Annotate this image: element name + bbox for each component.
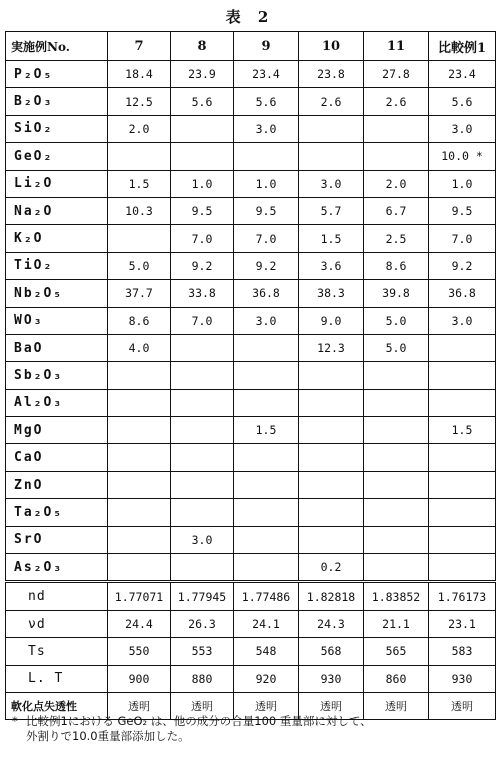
- table-cell: 568: [299, 638, 364, 665]
- table-cell: [364, 499, 429, 526]
- table-cell: 880: [171, 665, 234, 692]
- table-cell: [108, 554, 171, 582]
- table-cell: 550: [108, 638, 171, 665]
- table-cell: 9.2: [234, 252, 299, 279]
- table-cell: 27.8: [364, 61, 429, 88]
- row-label: BaO: [6, 334, 108, 361]
- table-row: [6, 252, 496, 279]
- footnote: [12, 714, 492, 744]
- row-label: K₂O: [6, 225, 108, 252]
- table-cell: [299, 499, 364, 526]
- table-cell: 548: [234, 638, 299, 665]
- table-cell: 0.2: [299, 554, 364, 582]
- table-cell: 1.5: [299, 225, 364, 252]
- table-cell: 1.5: [429, 417, 496, 444]
- table-cell: [234, 362, 299, 389]
- row-label: Ts: [6, 638, 108, 665]
- table-cell: [171, 554, 234, 582]
- table-cell: [108, 417, 171, 444]
- header-col-11: 11: [364, 32, 429, 61]
- table-row: [6, 471, 496, 498]
- row-label: MgO: [6, 417, 108, 444]
- table-row: [6, 197, 496, 224]
- table-cell: 1.77945: [171, 582, 234, 610]
- table-row: [6, 554, 496, 582]
- table-cell: 23.4: [429, 61, 496, 88]
- footnote-mark: *: [12, 714, 18, 728]
- table-cell: 38.3: [299, 280, 364, 307]
- table-row: [6, 225, 496, 252]
- table-cell: [108, 526, 171, 553]
- table-cell: [299, 417, 364, 444]
- table-cell: [364, 389, 429, 416]
- table-cell: 18.4: [108, 61, 171, 88]
- table-row: [6, 444, 496, 471]
- table-cell: 3.0: [429, 115, 496, 142]
- table-cell: 39.8: [364, 280, 429, 307]
- table-cell: [429, 526, 496, 553]
- table-cell: [299, 526, 364, 553]
- table-cell: [171, 143, 234, 170]
- table-cell: [299, 389, 364, 416]
- table-cell: 5.0: [364, 334, 429, 361]
- table-cell: 900: [108, 665, 171, 692]
- header-col-10: 10: [299, 32, 364, 61]
- table-cell: 透明: [171, 692, 234, 719]
- table-row: [6, 170, 496, 197]
- table-cell: 1.5: [108, 170, 171, 197]
- table-title: 表 2: [225, 8, 275, 26]
- row-label: TiO₂: [6, 252, 108, 279]
- table-cell: 9.5: [171, 197, 234, 224]
- row-label: As₂O₃: [6, 554, 108, 582]
- table-cell: 9.2: [429, 252, 496, 279]
- table-cell: 9.5: [429, 197, 496, 224]
- row-label: GeO₂: [6, 143, 108, 170]
- table-cell: 583: [429, 638, 496, 665]
- table-cell: 透明: [364, 692, 429, 719]
- row-label: CaO: [6, 444, 108, 471]
- row-label: P₂O₅: [6, 61, 108, 88]
- table-cell: 4.0: [108, 334, 171, 361]
- table-cell: [364, 362, 429, 389]
- table-cell: 26.3: [171, 610, 234, 637]
- table-cell: 3.0: [171, 526, 234, 553]
- table-row: [6, 334, 496, 361]
- table-cell: 21.1: [364, 610, 429, 637]
- table-cell: [299, 471, 364, 498]
- table-cell: [234, 143, 299, 170]
- table-cell: 7.0: [171, 307, 234, 334]
- table-cell: [429, 554, 496, 582]
- row-label: Ta₂O₅: [6, 499, 108, 526]
- table-cell: 23.9: [171, 61, 234, 88]
- table-cell: [108, 362, 171, 389]
- table-cell: [234, 389, 299, 416]
- table-cell: 565: [364, 638, 429, 665]
- table-cell: [364, 554, 429, 582]
- table-cell: 1.0: [171, 170, 234, 197]
- table-cell: 3.0: [234, 115, 299, 142]
- table-row: [6, 582, 496, 610]
- table-cell: [171, 499, 234, 526]
- table-cell: 5.6: [429, 88, 496, 115]
- table-cell: [429, 444, 496, 471]
- table-cell: 5.7: [299, 197, 364, 224]
- table-cell: [171, 389, 234, 416]
- table-cell: 1.5: [234, 417, 299, 444]
- table-cell: 1.77071: [108, 582, 171, 610]
- table-cell: 3.0: [299, 170, 364, 197]
- table-cell: [171, 444, 234, 471]
- table-row: [6, 638, 496, 665]
- table-cell: 8.6: [108, 307, 171, 334]
- table-row: [6, 143, 496, 170]
- table-cell: 1.77486: [234, 582, 299, 610]
- row-label: Na₂O: [6, 197, 108, 224]
- table-cell: [429, 362, 496, 389]
- table-cell: [429, 389, 496, 416]
- table-row: [6, 115, 496, 142]
- table-cell: [108, 499, 171, 526]
- table-cell: [171, 471, 234, 498]
- table-cell: [234, 499, 299, 526]
- table-cell: [299, 362, 364, 389]
- header-col-7: 7: [108, 32, 171, 61]
- table-row: [6, 499, 496, 526]
- table-cell: 1.83852: [364, 582, 429, 610]
- table-cell: [108, 471, 171, 498]
- table-row: [6, 280, 496, 307]
- table-row: [6, 88, 496, 115]
- header-row: [6, 32, 496, 61]
- table-cell: [171, 334, 234, 361]
- table-row: [6, 389, 496, 416]
- row-label: SrO: [6, 526, 108, 553]
- table-row: [6, 665, 496, 692]
- table-cell: 7.0: [234, 225, 299, 252]
- table-cell: 8.6: [364, 252, 429, 279]
- table-cell: [299, 444, 364, 471]
- table-cell: [108, 225, 171, 252]
- table-cell: [234, 526, 299, 553]
- table-cell: 2.6: [364, 88, 429, 115]
- table-cell: [234, 334, 299, 361]
- table-cell: 24.3: [299, 610, 364, 637]
- table-row: [6, 61, 496, 88]
- table-row: [6, 610, 496, 637]
- table-cell: 7.0: [171, 225, 234, 252]
- table-cell: 2.0: [364, 170, 429, 197]
- table-cell: 5.0: [108, 252, 171, 279]
- table-row: [6, 526, 496, 553]
- composition-table: [5, 31, 496, 720]
- table-cell: 1.82818: [299, 582, 364, 610]
- row-label: Li₂O: [6, 170, 108, 197]
- table-cell: [234, 554, 299, 582]
- footnote-line-2: 外割りで10.0重量部添加した。: [26, 729, 190, 743]
- table-cell: [364, 526, 429, 553]
- table-cell: [171, 115, 234, 142]
- table-row: [6, 307, 496, 334]
- table-cell: 5.6: [234, 88, 299, 115]
- header-col-9: 9: [234, 32, 299, 61]
- table-cell: 透明: [429, 692, 496, 719]
- table-cell: [429, 334, 496, 361]
- table-cell: 透明: [108, 692, 171, 719]
- table-cell: 12.5: [108, 88, 171, 115]
- table-cell: 33.8: [171, 280, 234, 307]
- row-label: νd: [6, 610, 108, 637]
- table-cell: 920: [234, 665, 299, 692]
- row-label: SiO₂: [6, 115, 108, 142]
- table-cell: 6.7: [364, 197, 429, 224]
- row-label: WO₃: [6, 307, 108, 334]
- table-cell: [171, 362, 234, 389]
- table-cell: 5.6: [171, 88, 234, 115]
- table-cell: 24.1: [234, 610, 299, 637]
- header-example-no: 実施例No.: [6, 32, 108, 61]
- table-cell: [108, 143, 171, 170]
- table-cell: 36.8: [429, 280, 496, 307]
- table-cell: 23.1: [429, 610, 496, 637]
- header-col-8: 8: [171, 32, 234, 61]
- table-cell: [108, 389, 171, 416]
- row-label: ZnO: [6, 471, 108, 498]
- table-cell: 3.6: [299, 252, 364, 279]
- table-cell: 12.3: [299, 334, 364, 361]
- table-cell: 9.5: [234, 197, 299, 224]
- table-cell: [299, 143, 364, 170]
- table-cell: 553: [171, 638, 234, 665]
- table-cell: 3.0: [234, 307, 299, 334]
- table-cell: 930: [299, 665, 364, 692]
- table-cell: 透明: [299, 692, 364, 719]
- table-cell: 10.0 *: [429, 143, 496, 170]
- footnote-line-1: 比較例1における GeO₂ は、他の成分の合量100 重量部に対して、: [26, 714, 372, 728]
- table-cell: [364, 115, 429, 142]
- table-cell: [364, 444, 429, 471]
- table-cell: 2.0: [108, 115, 171, 142]
- table-cell: [429, 499, 496, 526]
- table-cell: [299, 115, 364, 142]
- row-label: Al₂O₃: [6, 389, 108, 416]
- table-cell: 9.2: [171, 252, 234, 279]
- table-cell: 5.0: [364, 307, 429, 334]
- row-label: nd: [6, 582, 108, 610]
- table-cell: 23.4: [234, 61, 299, 88]
- row-label: Sb₂O₃: [6, 362, 108, 389]
- table-cell: 2.5: [364, 225, 429, 252]
- table-cell: 7.0: [429, 225, 496, 252]
- table-cell: [364, 143, 429, 170]
- row-label: L. T: [6, 665, 108, 692]
- table-cell: [364, 471, 429, 498]
- table-row: [6, 362, 496, 389]
- table-cell: [364, 417, 429, 444]
- table-cell: 10.3: [108, 197, 171, 224]
- table-cell: 24.4: [108, 610, 171, 637]
- header-col-comparative-1: 比較例1: [429, 32, 496, 61]
- table-cell: [171, 417, 234, 444]
- table-cell: 23.8: [299, 61, 364, 88]
- table-cell: 透明: [234, 692, 299, 719]
- table-cell: [108, 444, 171, 471]
- table-cell: 1.0: [234, 170, 299, 197]
- table-cell: 36.8: [234, 280, 299, 307]
- table-cell: 1.76173: [429, 582, 496, 610]
- row-label: B₂O₃: [6, 88, 108, 115]
- row-label: 軟化点失透性: [6, 692, 108, 719]
- table-cell: [429, 471, 496, 498]
- table-cell: 9.0: [299, 307, 364, 334]
- table-cell: 2.6: [299, 88, 364, 115]
- table-cell: 3.0: [429, 307, 496, 334]
- table-cell: 860: [364, 665, 429, 692]
- table-row: [6, 417, 496, 444]
- table-cell: [234, 471, 299, 498]
- table-cell: 930: [429, 665, 496, 692]
- row-label: Nb₂O₅: [6, 280, 108, 307]
- table-cell: [234, 444, 299, 471]
- table-cell: 1.0: [429, 170, 496, 197]
- table-cell: 37.7: [108, 280, 171, 307]
